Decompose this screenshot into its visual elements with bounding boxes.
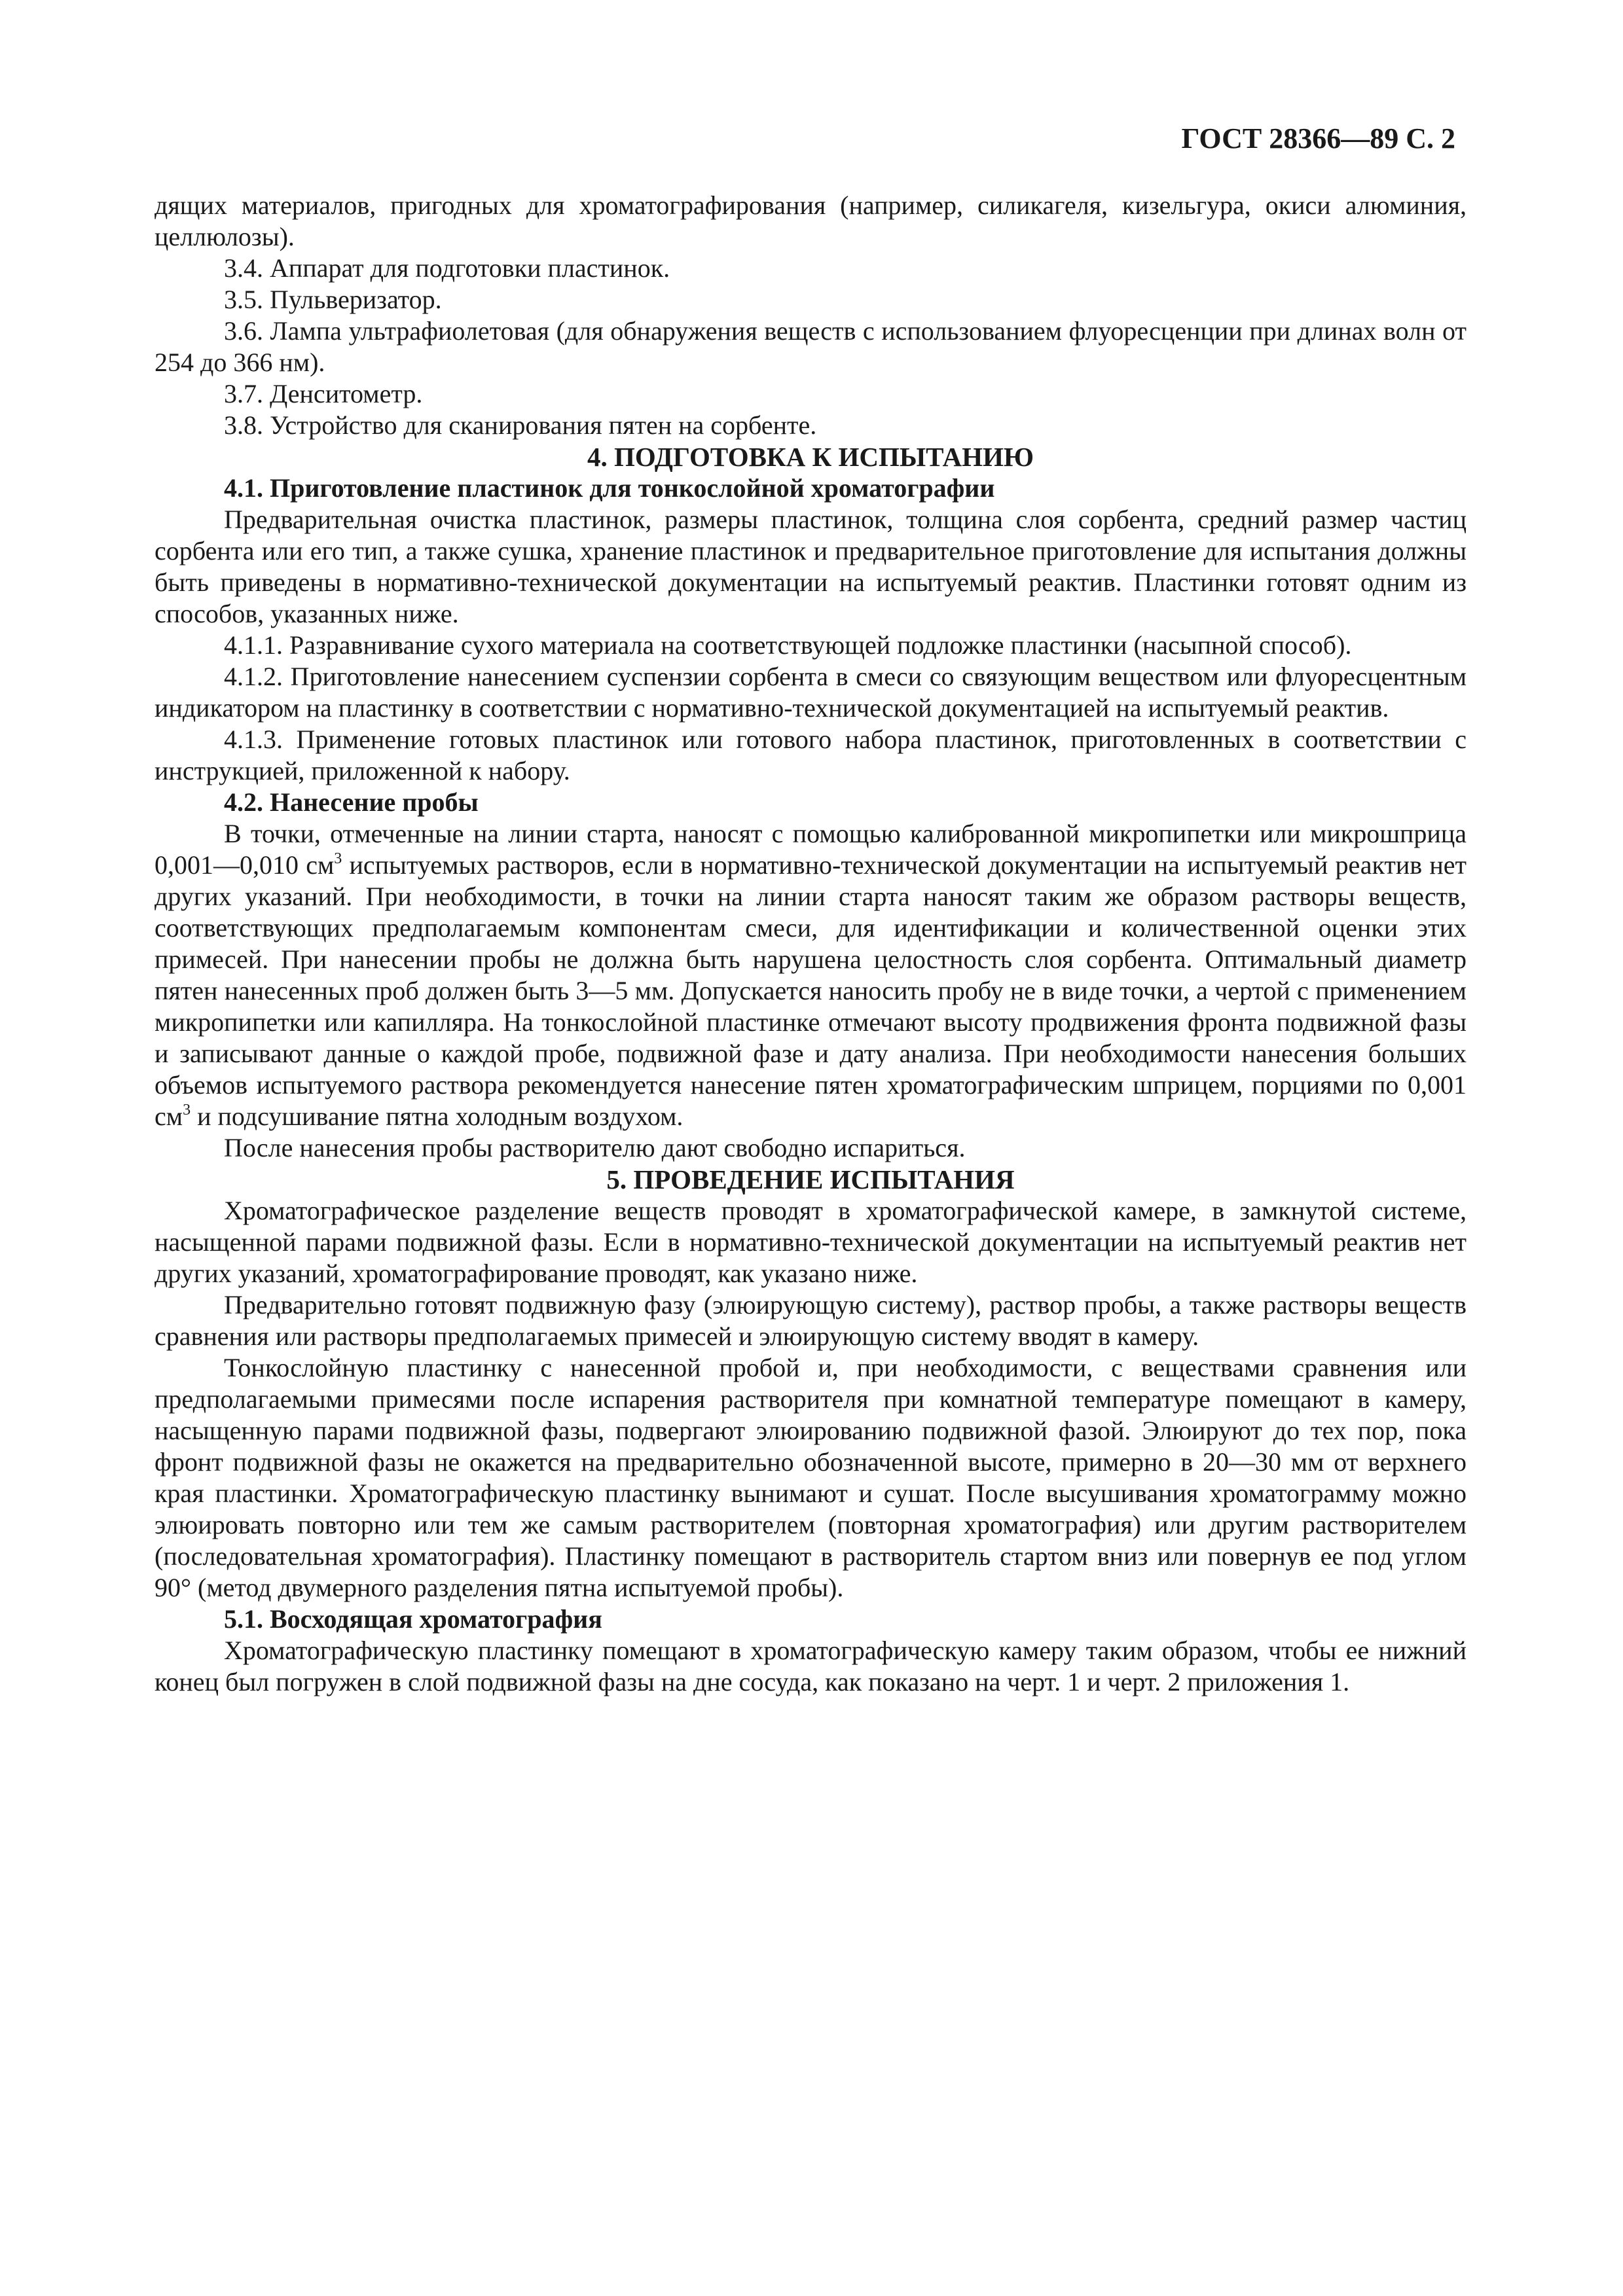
document-body — [155, 190, 1467, 1698]
paragraph-4-2-part-b: испытуемых растворов, если в нормативно-технической документации на испытуемый реактив нет других указаний. При необходимости, в точки на линии старта наносят таким же образом растворы веществ, соответствующих предполагаемым компонентам смеси, для идентификации и количественной оценки этих примесей. При нанесении пробы не должна быть нарушена целостность слоя сорбента. Оптимальный диаметр пятен нанесенных проб должен быть 3—5 мм. Допускается наносить пробу не в виде точки, а чертой с применением микропипетки или капилляра. На тонкослойной пластинке отмечают высоту продвижения фронта подвижной фазы и записывают данные о каждой пробе, подвижной фазе и дату анализа. При необходимости нанесения больших объемов испытуемого раствора рекомендуется нанесение пятен хроматографическим шприцем, порциями по 0,001 см — [155, 850, 1467, 1131]
page-header: ГОСТ 28366—89 С. 2 — [1181, 122, 1455, 154]
paragraph-5-b: Предварительно готовят подвижную фазу (элюирующую систему), раствор пробы, а также растворы веществ сравнения или растворы предполагаемых примесей и элюирующую систему вводят в камеру. — [155, 1290, 1467, 1351]
section-4-title: 4. ПОДГОТОВКА К ИСПЫТАНИЮ — [587, 442, 1034, 472]
subsection-4-2-title: 4.2. Нанесение пробы — [224, 787, 479, 817]
item-4-1-3: 4.1.3. Применение готовых пластинок или готового набора пластинок, приготовленных в соответствии с инструкцией, приложенной к набору. — [155, 725, 1467, 785]
item-3-4: 3.4. Аппарат для подготовки пластинок. — [224, 253, 670, 283]
item-3-5: 3.5. Пульверизатор. — [224, 285, 442, 314]
paragraph-5-c: Тонкослойную пластинку с нанесенной пробой и, при необходимости, с веществами сравнения или предполагаемыми примесями после испарения растворителя при комнатной температуре помещают в камеру, насыщенную парами подвижной фазы, подвергают элюированию подвижной фазой. Элюируют до тех пор, пока фронт подвижной фазы не окажется на предварительно обозначенной высоте, примерно в 20—30 мм от верхнего края пластинки. Хроматографическую пластинку вынимают и сушат. После высушивания хроматограмму можно элюировать повторно или тем же самым растворителем (повторная хроматография) или другим растворителем (последовательная хроматография). Пластинку помещают в растворитель стартом вниз или повернув ее под углом 90° (метод двумерного разделения пятна испытуемой пробы). — [155, 1353, 1467, 1602]
paragraph-4-2 — [155, 818, 1467, 1132]
item-3-7: 3.7. Денситометр. — [224, 379, 423, 408]
subsection-4-1-title: 4.1. Приготовление пластинок для тонкослойной хроматографии — [224, 473, 995, 503]
paragraph-continuation: дящих материалов, пригодных для хроматографирования (например, силикагеля, кизельгура, окиси алюминия, целлюлозы). — [155, 190, 1467, 251]
paragraph-4-2-part-a: В точки, отмеченные на линии старта, наносят с помощью калиброванной микропипетки или микрошприца 0,001—0,010 см — [155, 819, 1467, 880]
superscript-cubed: 3 — [334, 850, 342, 867]
subsection-5-1-title: 5.1. Восходящая хроматография — [224, 1604, 602, 1634]
item-3-8: 3.8. Устройство для сканирования пятен на сорбенте. — [224, 410, 817, 440]
section-5-title: 5. ПРОВЕДЕНИЕ ИСПЫТАНИЯ — [606, 1164, 1015, 1194]
item-4-1-1: 4.1.1. Разравнивание сухого материала на соответствующей подложке пластинки (насыпной способ). — [224, 630, 1352, 660]
paragraph-5-a: Хроматографическое разделение веществ проводят в хроматографической камере, в замкнутой системе, насыщенной парами подвижной фазы. Если в нормативно-технической документации на испытуемый реактив нет других указаний, хроматографирование проводят, как указано ниже. — [155, 1196, 1467, 1288]
paragraph-5-1: Хроматографическую пластинку помещают в хроматографическую камеру таким образом, чтобы ее нижний конец был погружен в слой подвижной фазы на дне сосуда, как показано на черт. 1 и черт. 2 приложения 1. — [155, 1636, 1467, 1696]
item-4-1-2: 4.1.2. Приготовление нанесением суспензии сорбента в смеси со связующим веществом или флуоресцентным индикатором на пластинку в соответствии с нормативно-технической документацией на испытуемый реактив. — [155, 662, 1467, 723]
item-3-6: 3.6. Лампа ультрафиолетовая (для обнаружения веществ с использованием флуоресценции при длинах волн от 254 до 366 нм). — [155, 316, 1467, 377]
paragraph-4-1: Предварительная очистка пластинок, размеры пластинок, толщина слоя сорбента, средний размер частиц сорбента или его тип, а также сушка, хранение пластинок и предварительное приготовление для испытания должны быть приведены в нормативно-технической документации на испытуемый реактив. Пластинки готовят одним из способов, указанных ниже. — [155, 505, 1467, 628]
paragraph-4-2-last: После нанесения пробы растворителю дают свободно испариться. — [224, 1133, 966, 1162]
paragraph-4-2-part-c: и подсушивание пятна холодным воздухом. — [191, 1102, 684, 1131]
superscript-cubed-2: 3 — [183, 1102, 191, 1119]
